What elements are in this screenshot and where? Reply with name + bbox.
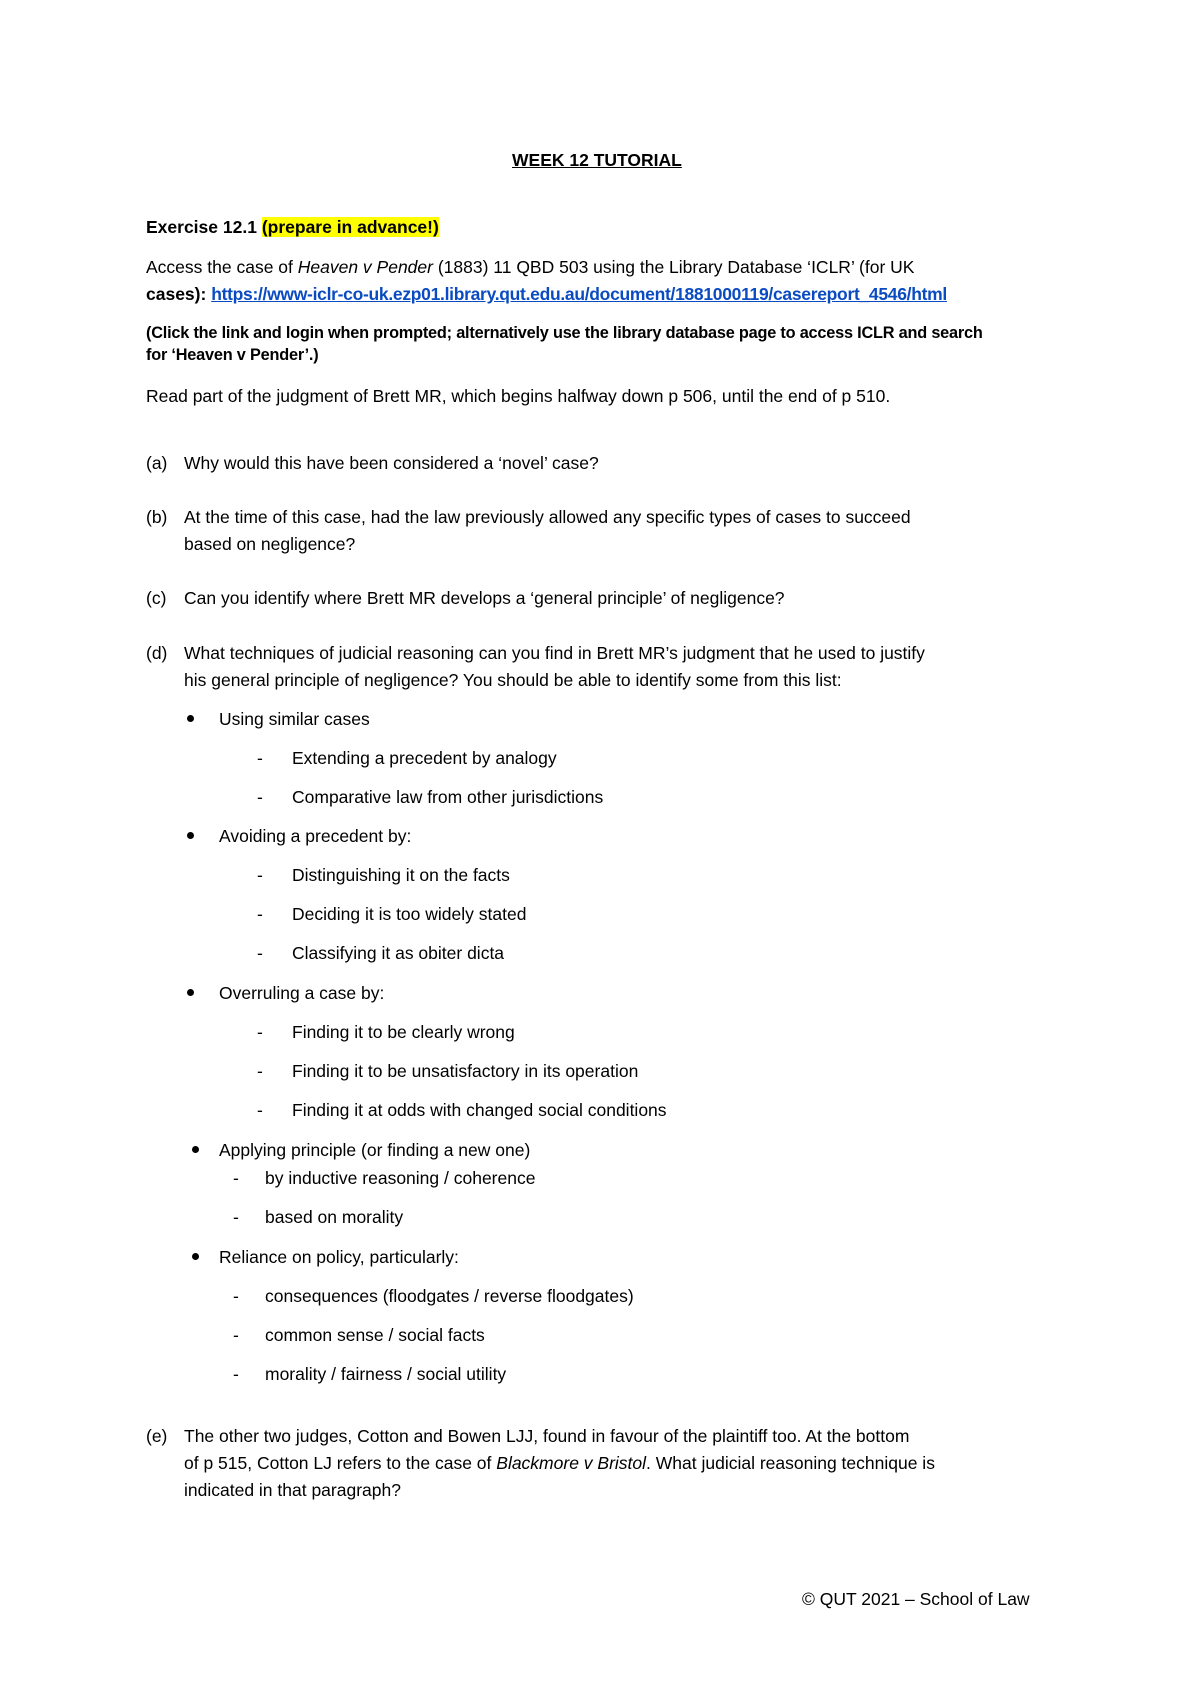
technique-item: Extending a precedent by analogy (292, 748, 557, 768)
intro-line-2 (146, 283, 947, 305)
question-text-post: . What judicial reasoning technique is (646, 1453, 935, 1473)
cases-label: cases): (146, 284, 212, 304)
question-text: At the time of this case, had the law previously allowed any specific types of cases to succeed (184, 507, 911, 527)
technique-heading: Reliance on policy, particularly: (219, 1247, 459, 1267)
bullet-icon (192, 1146, 199, 1153)
technique-heading: Avoiding a precedent by: (219, 826, 412, 846)
question-label: (d) (146, 643, 168, 663)
technique-item: Comparative law from other jurisdictions (292, 787, 604, 807)
intro-line-1 (146, 256, 914, 278)
note-line-1: (Click the link and login when prompted; alternatively use the library database page to access ICLR and search (146, 324, 983, 342)
dash-icon: - (257, 865, 263, 885)
technique-item: morality / fairness / social utility (265, 1364, 507, 1384)
question-e-line-2 (184, 1452, 935, 1474)
technique-item: Deciding it is too widely stated (292, 904, 527, 924)
case-name: Blackmore v Bristol (496, 1453, 647, 1473)
technique-item: by inductive reasoning / coherence (265, 1168, 536, 1188)
technique-item: Finding it to be clearly wrong (292, 1022, 515, 1042)
question-text: Why would this have been considered a ‘novel’ case? (184, 453, 599, 473)
technique-item: Finding it at odds with changed social conditions (292, 1100, 667, 1120)
dash-icon: - (257, 1022, 263, 1042)
note-line-2: for ‘Heaven v Pender’.) (146, 346, 319, 364)
technique-item: based on morality (265, 1207, 404, 1227)
page-title: WEEK 12 TUTORIAL (512, 150, 682, 170)
prepare-highlight: (prepare in advance!) (261, 217, 439, 237)
question-label: (a) (146, 453, 168, 473)
technique-heading: Applying principle (or finding a new one) (219, 1140, 531, 1160)
intro-text: Access the case of (146, 257, 298, 277)
technique-item: consequences (floodgates / reverse floodgates) (265, 1286, 634, 1306)
case-name: Heaven v Pender (297, 257, 433, 277)
technique-item: Distinguishing it on the facts (292, 865, 510, 885)
question-d-line-2: his general principle of negligence? You should be able to identify some from this list: (184, 670, 842, 690)
technique-item: common sense / social facts (265, 1325, 485, 1345)
read-instruction: Read part of the judgment of Brett MR, which begins halfway down p 506, until the end of p 510. (146, 386, 891, 406)
exercise-label: Exercise 12.1 (146, 217, 257, 237)
technique-heading: Overruling a case by: (219, 983, 385, 1003)
question-text: Can you identify where Brett MR develops a ‘general principle’ of negligence? (184, 588, 785, 608)
dash-icon: - (233, 1207, 239, 1227)
dash-icon: - (233, 1364, 239, 1384)
technique-item: Classifying it as obiter dicta (292, 943, 505, 963)
question-text: of p 515, Cotton LJ refers to the case of (184, 1453, 497, 1473)
dash-icon: - (257, 787, 263, 807)
dash-icon: - (257, 1100, 263, 1120)
question-label: (c) (146, 588, 167, 608)
exercise-heading (146, 216, 439, 238)
question-b-line-2: based on negligence? (184, 534, 356, 554)
bullet-icon (187, 832, 194, 839)
dash-icon: - (233, 1325, 239, 1345)
question-label: (b) (146, 507, 168, 527)
dash-icon: - (257, 904, 263, 924)
dash-icon: - (233, 1168, 239, 1188)
question-text: What techniques of judicial reasoning can you find in Brett MR’s judgment that he used to justify (184, 643, 925, 663)
intro-text-post: (1883) 11 QBD 503 using the Library Database ‘ICLR’ (for UK (432, 257, 915, 277)
iclr-link[interactable]: https://www-iclr-co-uk.ezp01.library.qut.edu.au/document/1881000119/casereport_4546/html (211, 284, 947, 304)
dash-icon: - (257, 943, 263, 963)
bullet-icon (187, 989, 194, 996)
question-e-line-3: indicated in that paragraph? (184, 1480, 401, 1500)
question-text: The other two judges, Cotton and Bowen LJJ, found in favour of the plaintiff too. At the bottom (184, 1426, 910, 1446)
dash-icon: - (257, 748, 263, 768)
question-label: (e) (146, 1426, 168, 1446)
footer-copyright: © QUT 2021 – School of Law (802, 1589, 1030, 1609)
bullet-icon (192, 1253, 199, 1260)
technique-heading: Using similar cases (219, 709, 370, 729)
dash-icon: - (257, 1061, 263, 1081)
technique-item: Finding it to be unsatisfactory in its operation (292, 1061, 639, 1081)
dash-icon: - (233, 1286, 239, 1306)
bullet-icon (187, 715, 194, 722)
